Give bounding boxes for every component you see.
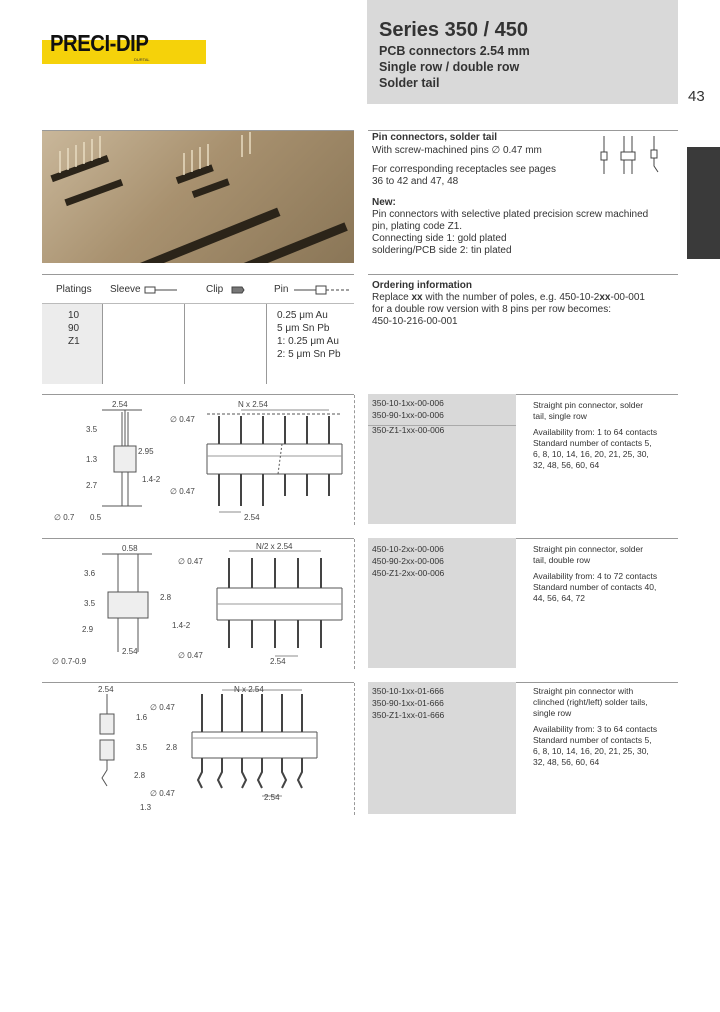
avail-3-line-4: 32, 48, 56, 60, 64 [533, 757, 600, 767]
dim-3-a: 1.6 [136, 713, 148, 722]
avail-3-line-1: Availability from: 3 to 64 contacts [533, 724, 658, 734]
dim-3-top: 2.54 [98, 685, 114, 694]
subtitle-line-2: Single row / double row [379, 60, 520, 74]
pin-value-2: 5 μm Sn Pb [277, 323, 330, 334]
dim-2-pitch: 2.54 [270, 657, 286, 666]
dim-2-d2: ∅ 0.47 [178, 651, 203, 660]
ratings-col-sleeve: Sleeve [110, 284, 141, 295]
dim-1-a: 3.5 [86, 425, 98, 434]
rating-code-1: 10 [68, 310, 80, 321]
dim-2-n: N/2 x 2.54 [256, 542, 293, 551]
dim-2-f: ∅ 0.7-0.9 [52, 657, 87, 666]
drawing-1 [42, 396, 354, 526]
part-number-1-1: 350-10-1xx-00-006 [372, 398, 444, 408]
subtitle-line-3: Solder tail [379, 76, 440, 90]
dim-3-b: 3.5 [136, 743, 148, 752]
desc-3-line-1: Straight pin connector with [533, 686, 634, 696]
dim-1-g: 0.5 [90, 513, 102, 522]
desc-2-line-2: tail, double row [533, 555, 591, 565]
desc-3-line-3: single row [533, 708, 572, 718]
avail-2-line-1: Availability from: 4 to 72 contacts [533, 571, 658, 581]
dim-1-d1: ∅ 0.47 [170, 415, 195, 424]
desc-1-line-1: Straight pin connector, solder [533, 400, 644, 410]
intro-heading: Pin connectors, solder tail [372, 132, 498, 143]
intro-new-line-2: pin, plating code Z1. [372, 221, 463, 232]
avail-1-line-1: Availability from: 1 to 64 contacts [533, 427, 658, 437]
ordering-line-2: for a double row version with 8 pins per row becomes: [372, 304, 612, 315]
dim-3-d1: ∅ 0.47 [150, 703, 175, 712]
dim-1-c: 2.95 [138, 447, 154, 456]
dim-1-f: ∅ 0.7 [54, 513, 75, 522]
ordering-line-1: Replace xx with the number of poles, e.g. 450-10-2xx-00-001 [372, 292, 645, 303]
sleeve-icon [143, 284, 179, 296]
ratings-col-pin: Pin [274, 284, 289, 295]
dim-3-e: 1.3 [140, 803, 152, 812]
ordering-line-3: 450-10-216-00-001 [372, 316, 458, 327]
part-number-3-2: 350-90-1xx-01-666 [372, 698, 444, 708]
brand-sub: DURTAL [134, 57, 150, 62]
product-desc-3 [533, 686, 657, 768]
intro-new-line-3: Connecting side 1: gold plated [372, 233, 507, 244]
dim-1-d2: ∅ 0.47 [170, 487, 195, 496]
pin-value-4: 2: 5 μm Sn Pb [277, 349, 341, 360]
avail-3-line-2: Standard number of contacts 5, [533, 735, 652, 745]
dim-1-e: 1.4-2 [142, 475, 161, 484]
intro-line-2: For corresponding receptacles see pages [372, 164, 556, 175]
ratings-col-platings: Platings [56, 284, 92, 295]
ordering-heading: Ordering information [372, 280, 472, 291]
dim-2-b: 3.5 [84, 599, 96, 608]
part-number-2-1: 450-10-2xx-00-006 [372, 544, 444, 554]
side-tab [687, 147, 720, 259]
dim-2-e: 1.4-2 [172, 621, 191, 630]
intro-new-line-4: soldering/PCB side 2: tin plated [372, 245, 512, 256]
dim-3-n: N x 2.54 [234, 685, 264, 694]
dim-3-c: 2.8 [166, 743, 178, 752]
dim-3-pitch: 2.54 [264, 793, 280, 802]
desc-1-line-2: tail, single row [533, 411, 587, 421]
dim-2-a: 3.6 [84, 569, 96, 578]
avail-2-line-2: Standard number of contacts 40, [533, 582, 657, 592]
brand-name: PRECI-DIP [50, 30, 149, 56]
desc-3-line-2: clinched (right/left) solder tails, [533, 697, 648, 707]
avail-1-line-4: 32, 48, 56, 60, 64 [533, 460, 600, 470]
pin-value-1: 0.25 μm Au [277, 310, 328, 321]
part-number-2-3: 450-Z1-2xx-00-006 [372, 568, 445, 578]
page-title: Series 350 / 450 [379, 19, 529, 41]
pin-symbols-icon [596, 132, 668, 176]
rating-code-3: Z1 [68, 336, 80, 347]
part-number-3-3: 350-Z1-1xx-01-666 [372, 710, 445, 720]
dim-1-top: 2.54 [112, 400, 128, 409]
subtitle-line-1: PCB connectors 2.54 mm [379, 44, 530, 58]
part-number-2-2: 450-90-2xx-00-006 [372, 556, 444, 566]
dim-1-d: 2.7 [86, 481, 98, 490]
intro-line-1: With screw-machined pins ∅ 0.47 mm [372, 145, 542, 156]
intro-new-heading: New: [372, 197, 396, 208]
drawing-2 [42, 540, 354, 670]
drawing-3 [42, 684, 354, 814]
clip-icon [230, 284, 246, 296]
dim-1-pitch: 2.54 [244, 513, 260, 522]
dim-1-n: N x 2.54 [238, 400, 268, 409]
intro-new-line-1: Pin connectors with selective plated precision screw machined [372, 209, 649, 220]
pin-value-3: 1: 0.25 μm Au [277, 336, 339, 347]
pin-icon [292, 284, 352, 296]
part-number-3-1: 350-10-1xx-01-666 [372, 686, 444, 696]
page-number: 43 [688, 88, 705, 105]
part-number-1-2: 350-90-1xx-00-006 [372, 410, 444, 420]
avail-3-line-3: 6, 8, 10, 14, 16, 20, 21, 25, 30, [533, 746, 649, 756]
dim-3-d2: ∅ 0.47 [150, 789, 175, 798]
avail-1-line-2: Standard number of contacts 5, [533, 438, 652, 448]
desc-2-line-1: Straight pin connector, solder [533, 544, 644, 554]
ordering-info [372, 280, 645, 328]
product-photo [42, 131, 354, 263]
product-desc-2 [533, 544, 657, 604]
header-panel [367, 0, 678, 104]
avail-1-line-3: 6, 8, 10, 14, 16, 20, 21, 25, 30, [533, 449, 649, 459]
dim-2-c: 2.8 [160, 593, 172, 602]
ratings-col-clip: Clip [206, 284, 224, 295]
dim-1-b: 1.3 [86, 455, 98, 464]
intro-line-3: 36 to 42 and 47, 48 [372, 176, 459, 187]
avail-2-line-3: 44, 56, 64, 72 [533, 593, 585, 603]
dim-2-top: 0.58 [122, 544, 138, 553]
rating-code-2: 90 [68, 323, 80, 334]
dim-2-g: 2.54 [122, 647, 138, 656]
part-number-1-3: 350-Z1-1xx-00-006 [372, 425, 445, 435]
dim-3-d: 2.8 [134, 771, 146, 780]
product-desc-1 [533, 400, 657, 471]
dim-2-d: 2.9 [82, 625, 94, 634]
dim-2-d1: ∅ 0.47 [178, 557, 203, 566]
